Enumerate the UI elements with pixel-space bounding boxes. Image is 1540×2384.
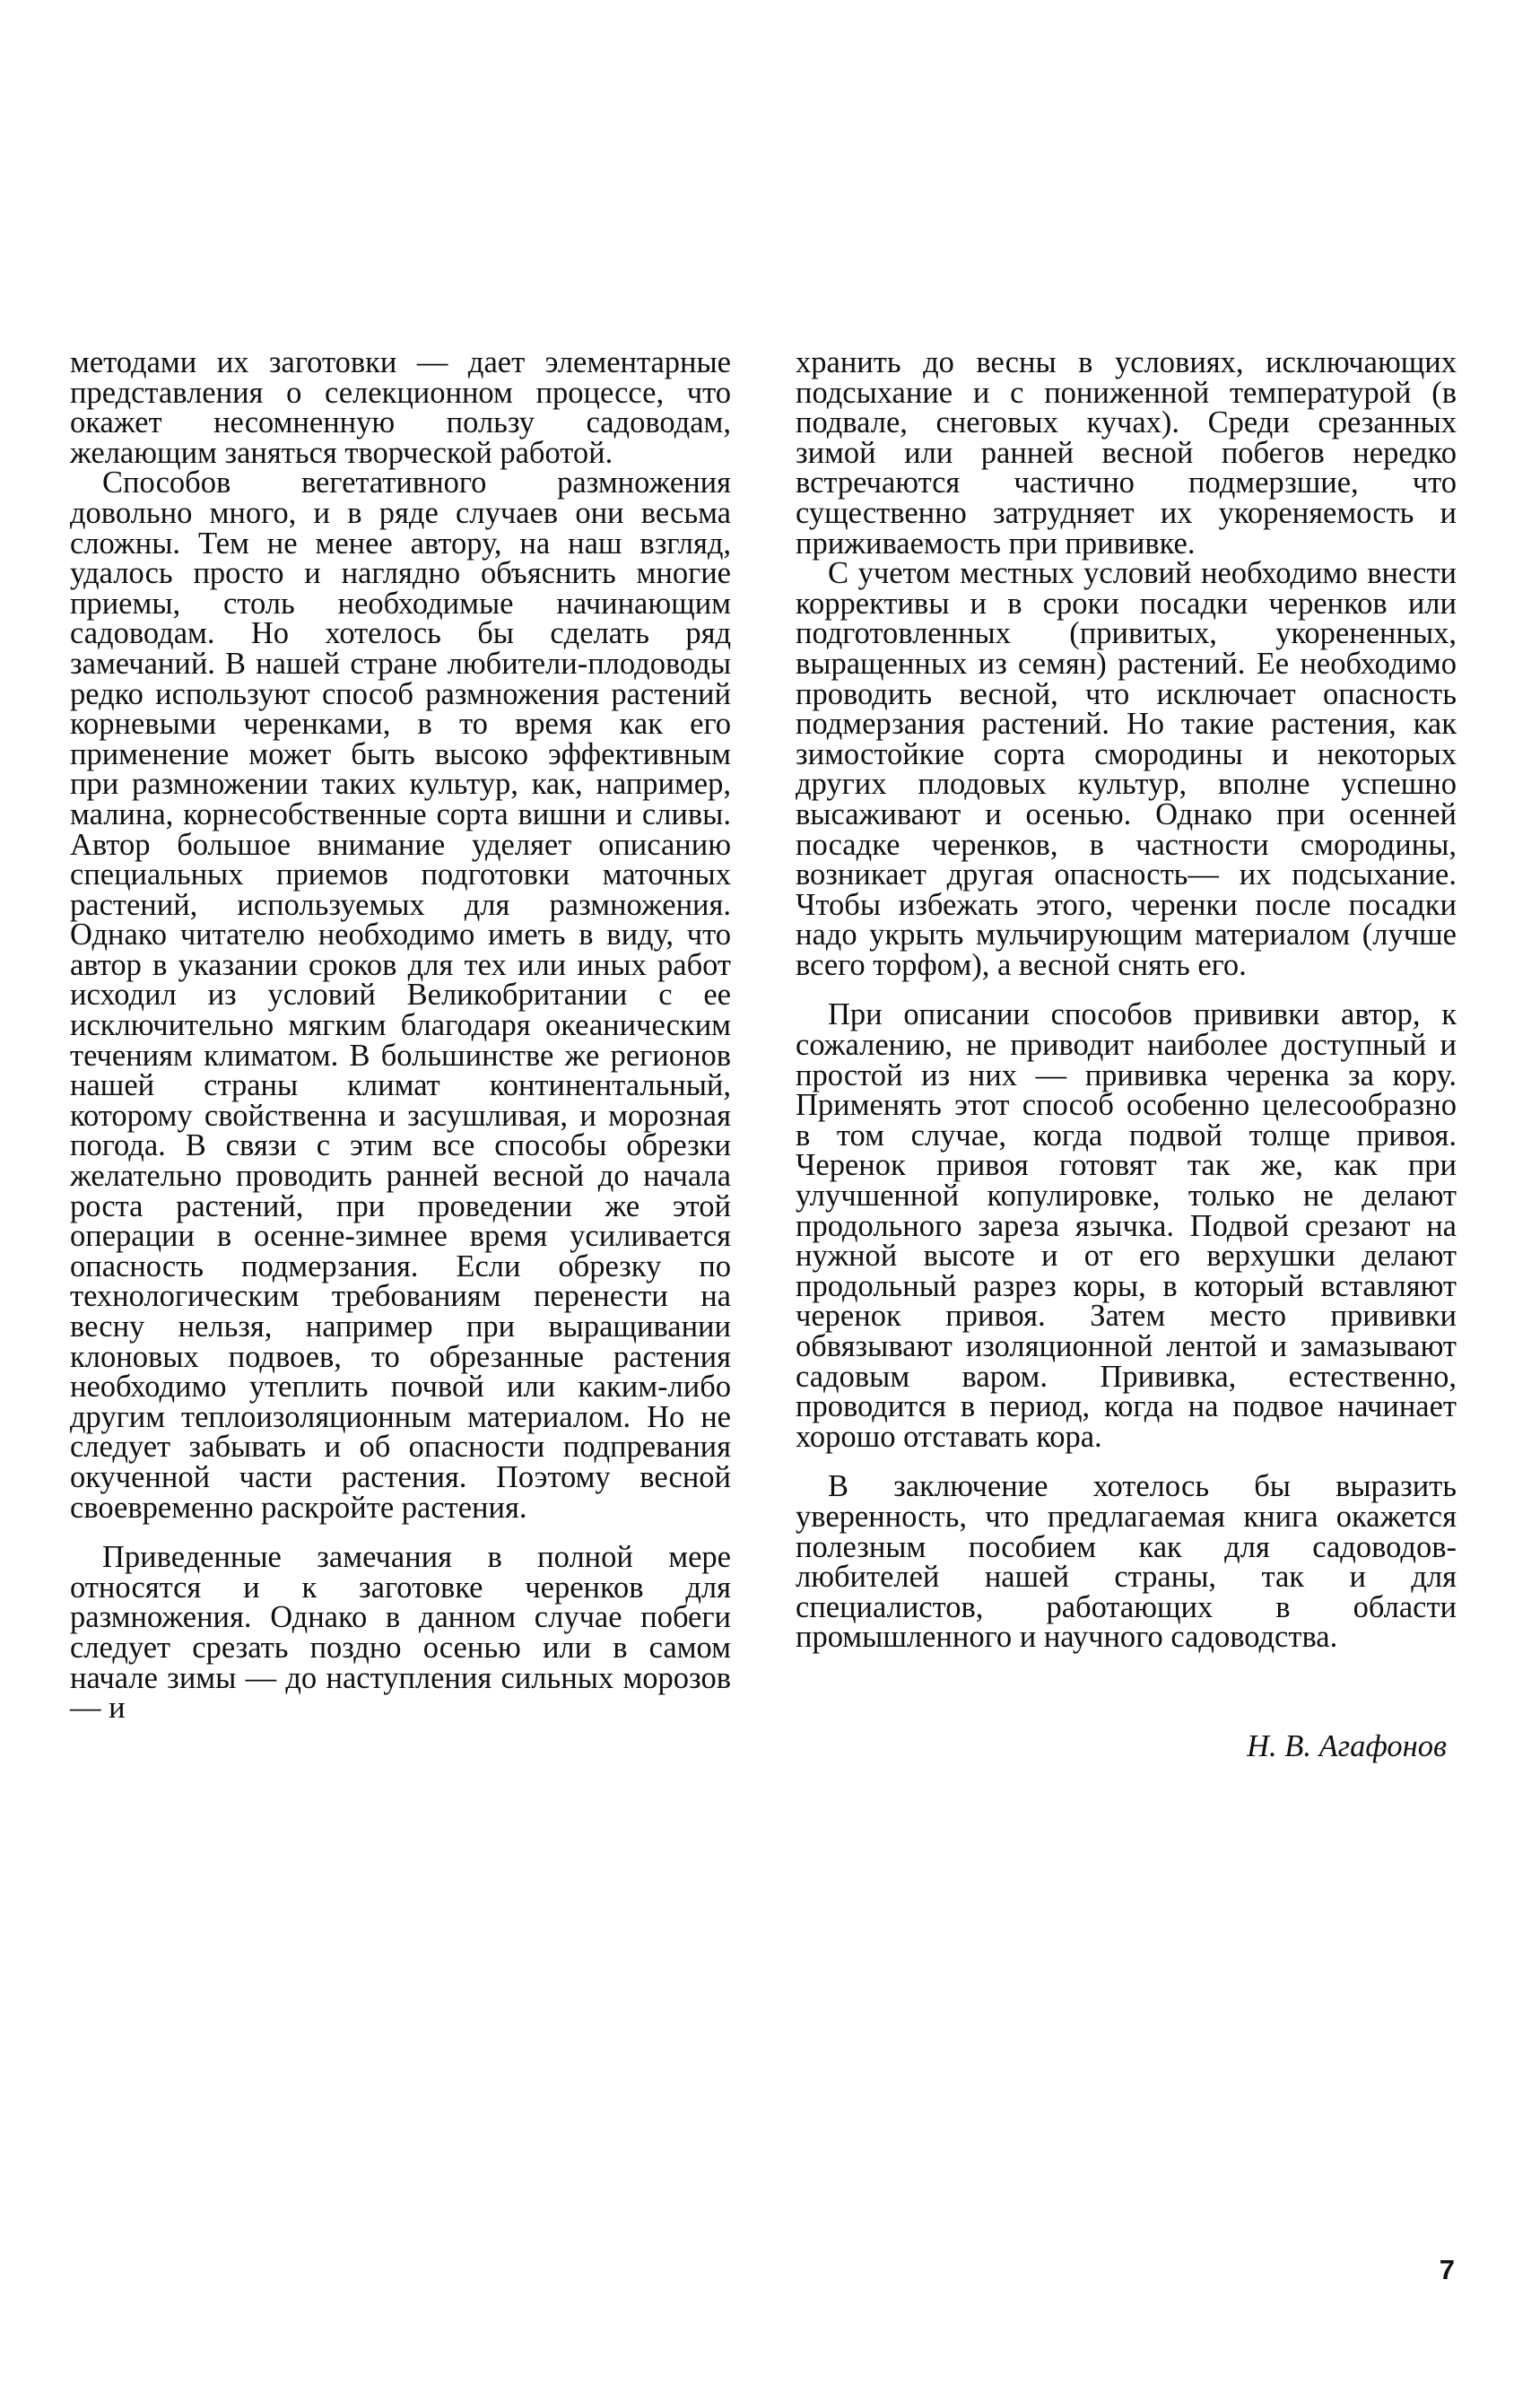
- right-paragraph-1: хранить до весны в условиях, исключающих подсыхание и с пониженной температурой (в подвале, снеговых кучах). Среди срезанных зимой или ранней весной побегов нередко встречаются частично подмерзшие, что существенно затрудняет их укореняемость и приживаемость при прививке.: [796, 345, 1457, 561]
- right-column: [796, 345, 1457, 1655]
- page-number: 7: [1439, 2254, 1455, 2285]
- author-signature: Н. В. Агафонов: [1247, 1729, 1447, 1763]
- right-paragraph-3: При описании способов прививки автор, к сожалению, не приводит наиболее доступный и простой из них — прививка черенка за кору. Применять этот способ особенно целесообразно в том случае, когда подвой толще привоя. Черенок привоя готовят так же, как при улучшенной копулировке, только не делают продольного зареза язычка. Подвой срезают на нужной высоте и от его верхушки делают продольный разрез коры, в который вставляют черенок привоя. Затем место прививки обвязывают изоляционной лентой и замазывают садовым варом. Прививка, естественно, проводится в период, когда на подвое начинает хорошо отставать кора.: [796, 997, 1457, 1454]
- left-column: [70, 345, 731, 1726]
- left-paragraph-2: Способов вегетативного размножения довольно много, и в ряде случаев они весьма сложны. Тем не менее автору, на наш взгляд, удалось просто и наглядно объяснить многие приемы, столь необходимые начинающим садоводам. Но хотелось бы сделать ряд замечаний. В нашей стране любители-плодоводы редко используют способ размножения растений корневыми черенками, в то время как его применение может быть высоко эффективным при размножении таких культур, как, например, малина, корнесобственные сорта вишни и сливы. Автор большое внимание уделяет описанию специальных приемов подготовки маточных растений, используемых для размножения. Однако читателю необходимо иметь в виду, что автор в указании сроков для тех или иных работ исходил из условий Великобритании с ее исключительно мягким благодаря океаническим течениям климатом. В большинстве же регионов нашей страны климат континентальный, которому свойственна и засушливая, и морозная погода. В связи с этим все способы обрезки желательно проводить ранней весной до начала роста растений, при проведении же этой операции в осенне-зимнее время усиливается опасность подмерзания. Если обрезку по технологическим требованиям перенести на весну нельзя, например при выращивании клоновых подвоев, то обрезанные растения необходимо утеплить почвой или каким-либо другим теплоизоляционным материалом. Но не следует забывать и об опасности подпревания окученной части растения. Поэтому весной своевременно раскройте растения.: [70, 465, 731, 1525]
- right-paragraph-4: В заключение хотелось бы выразить уверенность, что предлагаемая книга окажется полезным пособием как для садоводов-любителей нашей страны, так и для специалистов, работающих в области промышленного и научного садоводства.: [796, 1469, 1457, 1655]
- right-paragraph-2: С учетом местных условий необходимо внести коррективы и в сроки посадки черенков или подготовленных (привитых, укорененных, выращенных из семян) растений. Ее необходимо проводить весной, что исключает опасность подмерзания растений. Но такие растения, как зимостойкие сорта смородины и некоторых других плодовых культур, вполне успешно высаживают и осенью. Однако при осенней посадке черенков, в частности смородины, возникает другая опасность— их подсыхание. Чтобы избежать этого, черенки после посадки надо укрыть мульчирующим материалом (лучше всего торфом), а весной снять его.: [796, 556, 1457, 982]
- left-paragraph-1: методами их заготовки — дает элементарные представления о селекционном процессе, что окажет несомненную пользу садоводам, желающим заняться творческой работой.: [70, 345, 731, 470]
- left-paragraph-3: Приведенные замечания в полной мере относятся и к заготовке черенков для размножения. Однако в данном случае побеги следует срезать поздно осенью или в самом начале зимы — до наступления сильных морозов — и: [70, 1540, 731, 1726]
